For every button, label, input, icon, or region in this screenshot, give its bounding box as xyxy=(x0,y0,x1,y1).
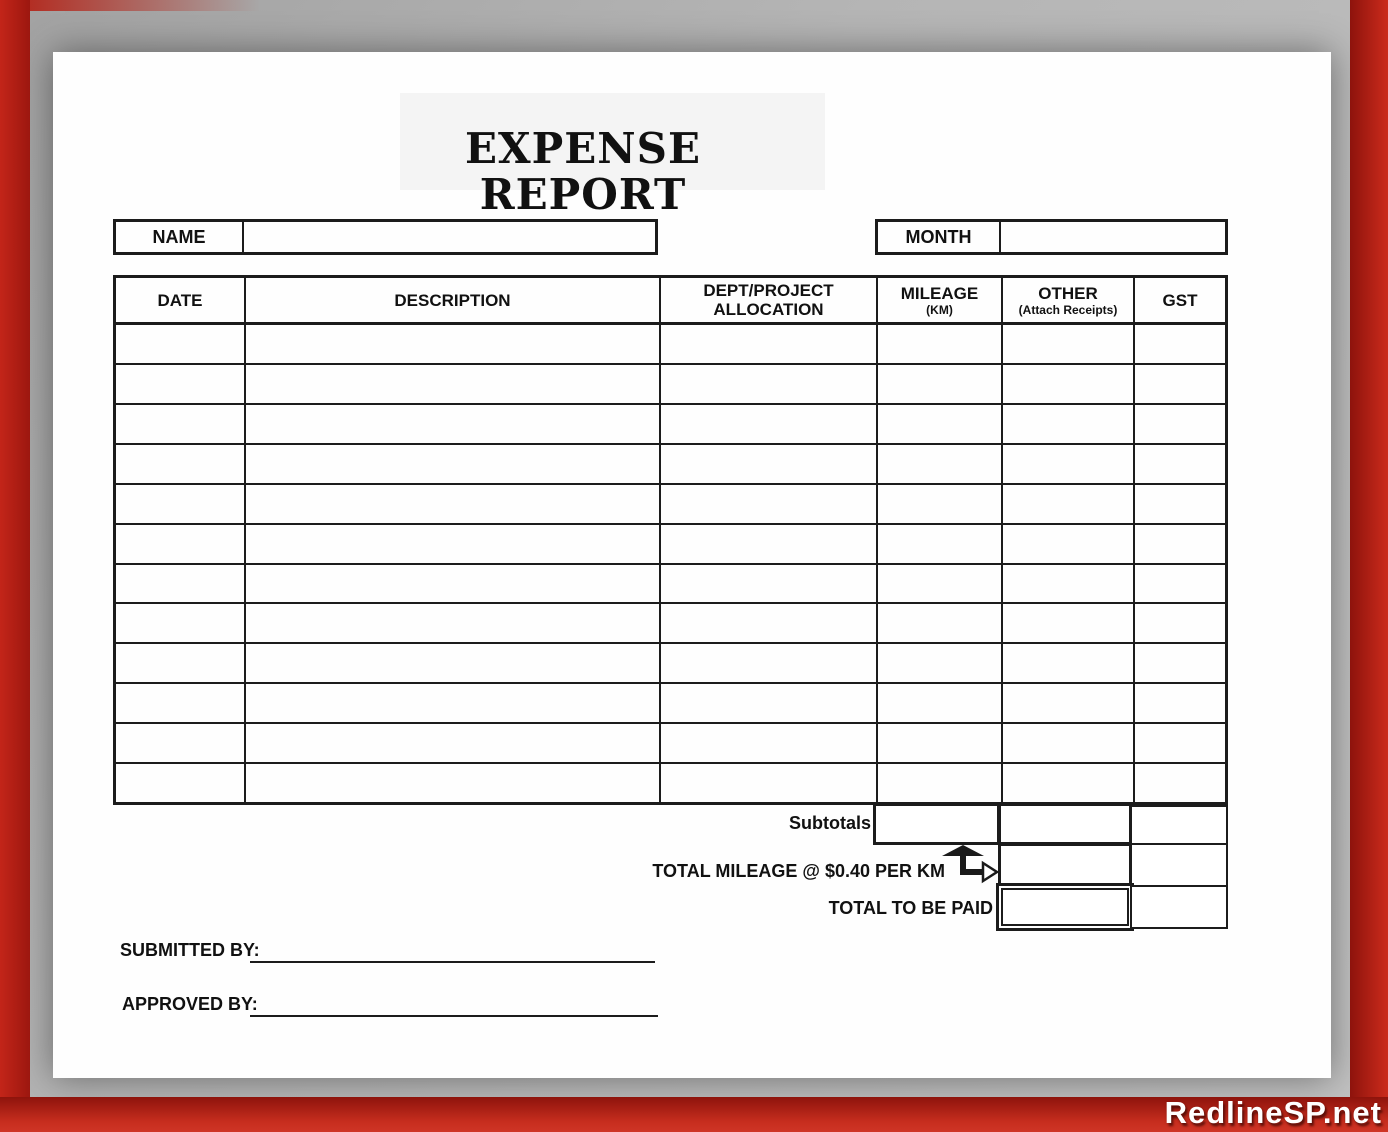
description-cell[interactable] xyxy=(244,565,659,603)
dept-project-cell[interactable] xyxy=(659,485,876,523)
month-label: MONTH xyxy=(878,222,1001,252)
description-cell[interactable] xyxy=(244,525,659,563)
name-fieldbox xyxy=(113,219,658,255)
other-cell[interactable] xyxy=(1001,485,1133,523)
dept-project-cell[interactable] xyxy=(659,365,876,403)
mileage-cell[interactable] xyxy=(876,724,1001,762)
date-cell[interactable] xyxy=(116,525,244,563)
mileage-cell[interactable] xyxy=(876,405,1001,443)
mileage-cell[interactable] xyxy=(876,565,1001,603)
gst-cell[interactable] xyxy=(1133,325,1225,363)
gst-cell[interactable] xyxy=(1133,405,1225,443)
month-input-cell[interactable] xyxy=(1001,222,1225,252)
other-cell[interactable] xyxy=(1001,405,1133,443)
expense-table xyxy=(113,275,1228,805)
table-row xyxy=(116,762,1225,802)
date-cell[interactable] xyxy=(116,724,244,762)
mileage-cell[interactable] xyxy=(876,445,1001,483)
gst-cell[interactable] xyxy=(1133,684,1225,722)
gst-cell[interactable] xyxy=(1133,365,1225,403)
gst-extension-cell[interactable] xyxy=(1130,885,1228,929)
date-cell[interactable] xyxy=(116,485,244,523)
dept-project-cell[interactable] xyxy=(659,644,876,682)
table-row xyxy=(116,642,1225,682)
submitted-by-label: SUBMITTED BY: xyxy=(120,940,260,960)
date-cell[interactable] xyxy=(116,764,244,802)
description-cell[interactable] xyxy=(244,684,659,722)
table-row xyxy=(116,483,1225,523)
description-cell[interactable] xyxy=(244,604,659,642)
column-header-date: DATE xyxy=(157,290,203,310)
mileage-cell[interactable] xyxy=(876,764,1001,802)
approved-by-label: APPROVED BY: xyxy=(122,994,258,1014)
gst-extension-cell[interactable] xyxy=(1130,805,1228,845)
red-frame-top-edge xyxy=(0,0,260,11)
red-frame-left-edge xyxy=(0,0,30,1132)
total-mileage-label: TOTAL MILEAGE @ $0.40 PER KM xyxy=(652,861,945,881)
gst-cell[interactable] xyxy=(1133,604,1225,642)
description-cell[interactable] xyxy=(244,644,659,682)
site-watermark: RedlineSP.net xyxy=(1164,1095,1382,1130)
total-to-be-paid-cell[interactable] xyxy=(996,883,1134,931)
subtotals-label: Subtotals xyxy=(788,813,871,833)
table-row xyxy=(116,563,1225,603)
table-body xyxy=(116,325,1225,802)
date-cell[interactable] xyxy=(116,325,244,363)
red-frame-right-edge xyxy=(1350,0,1388,1132)
date-cell[interactable] xyxy=(116,604,244,642)
mileage-cell[interactable] xyxy=(876,365,1001,403)
column-header-description: DESCRIPTION xyxy=(244,278,659,322)
date-cell[interactable] xyxy=(116,565,244,603)
table-row xyxy=(116,403,1225,443)
description-cell[interactable] xyxy=(244,365,659,403)
table-row xyxy=(116,722,1225,762)
gst-cell[interactable] xyxy=(1133,565,1225,603)
dept-project-cell[interactable] xyxy=(659,525,876,563)
page-title: EXPENSE REPORT xyxy=(465,124,701,219)
table-row xyxy=(116,325,1225,363)
gst-cell[interactable] xyxy=(1133,485,1225,523)
date-cell[interactable] xyxy=(116,445,244,483)
name-label: NAME xyxy=(116,222,244,252)
dept-project-cell[interactable] xyxy=(659,445,876,483)
other-cell[interactable] xyxy=(1001,325,1133,363)
other-cell[interactable] xyxy=(1001,644,1133,682)
other-cell[interactable] xyxy=(1001,724,1133,762)
other-subtotal-cell[interactable] xyxy=(998,803,1132,845)
dept-project-cell[interactable] xyxy=(659,325,876,363)
mileage-cell[interactable] xyxy=(876,644,1001,682)
description-cell[interactable] xyxy=(244,405,659,443)
table-row xyxy=(116,363,1225,403)
mileage-subtotal-cell[interactable] xyxy=(873,803,1000,845)
date-cell[interactable] xyxy=(116,365,244,403)
total-to-be-paid-label: TOTAL TO BE PAID xyxy=(828,898,993,918)
dept-project-cell[interactable] xyxy=(659,405,876,443)
gst-cell[interactable] xyxy=(1133,445,1225,483)
other-cell[interactable] xyxy=(1001,365,1133,403)
column-header-other: OTHER (Attach Receipts) xyxy=(1001,278,1133,322)
table-header-row xyxy=(116,278,1225,325)
gst-cell[interactable] xyxy=(1133,644,1225,682)
mileage-cell[interactable] xyxy=(876,684,1001,722)
name-input-cell[interactable] xyxy=(244,222,655,252)
submitted-by-line[interactable] xyxy=(250,961,655,963)
table-row xyxy=(116,682,1225,722)
month-fieldbox xyxy=(875,219,1228,255)
dept-project-cell[interactable] xyxy=(659,565,876,603)
table-row xyxy=(116,523,1225,563)
other-cell[interactable] xyxy=(1001,565,1133,603)
gst-cell[interactable] xyxy=(1133,724,1225,762)
mileage-cell[interactable] xyxy=(876,525,1001,563)
other-cell[interactable] xyxy=(1001,525,1133,563)
gst-cell[interactable] xyxy=(1133,764,1225,802)
gst-cell[interactable] xyxy=(1133,525,1225,563)
expense-report-page xyxy=(53,52,1331,1078)
date-cell[interactable] xyxy=(116,405,244,443)
mileage-cell[interactable] xyxy=(876,485,1001,523)
dept-project-cell[interactable] xyxy=(659,684,876,722)
description-cell[interactable] xyxy=(244,764,659,802)
mileage-cell[interactable] xyxy=(876,325,1001,363)
approved-by-line[interactable] xyxy=(250,1015,658,1017)
elbow-arrow-icon xyxy=(925,843,1000,887)
other-cell[interactable] xyxy=(1001,764,1133,802)
other-cell[interactable] xyxy=(1001,604,1133,642)
description-cell[interactable] xyxy=(244,445,659,483)
description-cell[interactable] xyxy=(244,724,659,762)
date-cell[interactable] xyxy=(116,644,244,682)
mileage-cell[interactable] xyxy=(876,604,1001,642)
table-row xyxy=(116,443,1225,483)
description-cell[interactable] xyxy=(244,325,659,363)
date-cell[interactable] xyxy=(116,684,244,722)
other-cell[interactable] xyxy=(1001,684,1133,722)
dept-project-cell[interactable] xyxy=(659,724,876,762)
gst-extension-cell[interactable] xyxy=(1130,843,1228,887)
dept-project-cell[interactable] xyxy=(659,604,876,642)
column-header-dept-project-allocation: DEPT/PROJECT ALLOCATION xyxy=(659,278,876,322)
other-cell[interactable] xyxy=(1001,445,1133,483)
column-header-gst: GST xyxy=(1133,278,1225,322)
description-cell[interactable] xyxy=(244,485,659,523)
table-row xyxy=(116,602,1225,642)
dept-project-cell[interactable] xyxy=(659,764,876,802)
column-header-mileage: MILEAGE (KM) xyxy=(876,278,1001,322)
mileage-total-cell[interactable] xyxy=(998,843,1132,887)
